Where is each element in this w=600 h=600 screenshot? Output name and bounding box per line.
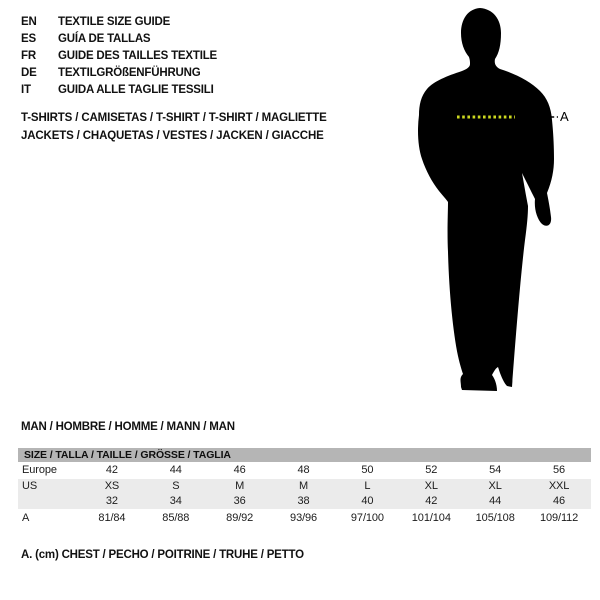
size-cell: 44 [489,495,502,507]
measurement-footnote: A. (cm) CHEST / PECHO / POITRINE / TRUHE / PETTO [21,549,304,561]
man-silhouette-svg [390,0,600,400]
size-cell: 101/104 [411,512,451,524]
size-cell: M [299,480,309,492]
size-table-header: SIZE / TALLA / TAILLE / GRÖSSE / TAGLIA [18,448,591,462]
size-cell: 97/100 [350,512,384,524]
language-row-it [21,82,217,99]
size-cell: 85/88 [162,512,190,524]
size-cell: 105/108 [475,512,515,524]
size-cell: XL [424,480,438,492]
size-cell: 34 [169,495,182,507]
size-cell: 44 [169,464,182,476]
section-title-man: MAN / HOMBRE / HOMME / MANN / MAN [21,421,235,433]
language-label: GUIDE DES TAILLES TEXTILE [58,50,217,62]
size-row-us-numeric [18,494,591,509]
language-code: DE [21,67,37,79]
size-row-label: Europe [22,464,57,476]
language-code: FR [21,50,36,62]
language-row-fr [21,48,217,65]
size-cell: L [364,480,371,492]
size-cell: XL [488,480,502,492]
size-cell: M [235,480,245,492]
language-label: GUIDA ALLE TAGLIE TESSILI [58,84,214,96]
measurement-label-a: A [560,109,569,124]
size-cell: 54 [489,464,502,476]
size-row-label: US [22,480,38,492]
size-cell: S [172,480,180,492]
size-cell: 46 [233,464,246,476]
size-cell: 42 [105,464,118,476]
language-label: TEXTILE SIZE GUIDE [58,16,171,28]
man-silhouette [418,8,554,391]
language-title-block [21,14,217,99]
size-table [18,448,591,527]
size-cell: 93/96 [290,512,318,524]
size-cell: 42 [425,495,438,507]
size-cell: 50 [361,464,374,476]
size-cell: 56 [553,464,566,476]
size-cell: 46 [553,495,566,507]
size-cell: XS [104,480,120,492]
size-row-europe [18,462,591,479]
size-cell: 36 [233,495,246,507]
language-row-es [21,31,217,48]
language-code: EN [21,16,37,28]
language-label: GUÍA DE TALLAS [58,33,151,45]
category-line-tshirts: T-SHIRTS / CAMISETAS / T-SHIRT / T-SHIRT / MAGLIETTE [21,112,327,124]
size-cell: 32 [105,495,118,507]
size-cell: 40 [361,495,374,507]
language-code: IT [21,84,31,96]
size-cell: 81/84 [98,512,126,524]
size-cell: 109/112 [539,512,579,524]
man-figure [390,0,600,400]
language-label: TEXTILGRÖßENFÜHRUNG [58,67,201,79]
size-cell: 89/92 [226,512,254,524]
size-row-us [18,479,591,494]
size-cell: 38 [297,495,310,507]
category-block [21,109,327,145]
size-cell: XXL [548,480,570,492]
size-cell: 52 [425,464,438,476]
category-line-jackets: JACKETS / CHAQUETAS / VESTES / JACKEN / GIACCHE [21,130,324,142]
size-row-label [18,494,80,509]
size-row-chest-a [18,509,591,527]
size-cell: 48 [297,464,310,476]
size-row-label: A [22,512,30,524]
language-row-en [21,14,217,31]
language-code: ES [21,33,36,45]
language-row-de [21,65,217,82]
